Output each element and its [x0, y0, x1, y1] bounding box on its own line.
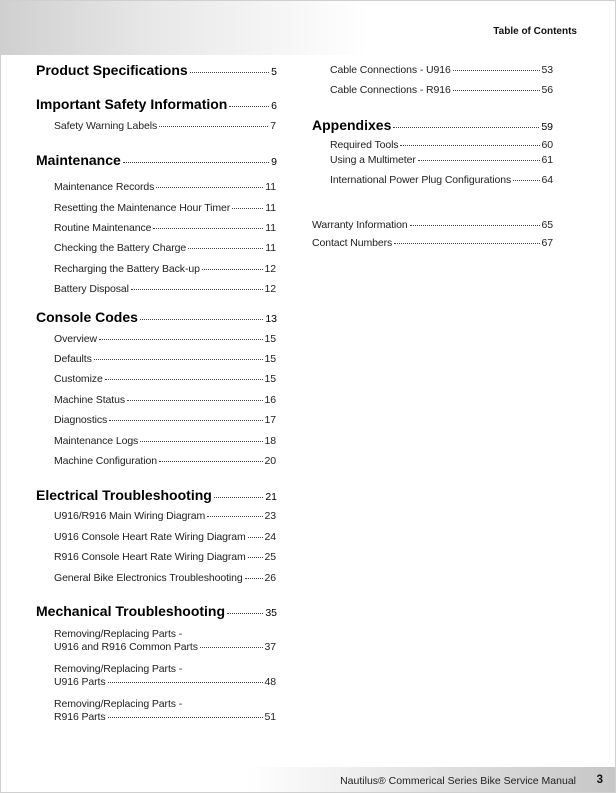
toc-label: Defaults	[54, 353, 92, 365]
toc-label: Customize	[54, 373, 103, 385]
toc-page-number: 13	[265, 313, 277, 325]
toc-label: Cable Connections - U916	[330, 64, 451, 76]
toc-page-number: 65	[541, 219, 553, 231]
toc-page-number: 16	[264, 394, 276, 406]
toc-label: Overview	[54, 333, 97, 345]
toc-label: U916/R916 Main Wiring Diagram	[54, 510, 206, 522]
toc-page-number: 26	[264, 572, 276, 584]
toc-page-number: 48	[264, 676, 276, 688]
toc-label: Product Specifications	[36, 62, 188, 78]
toc-label-line2: U916 and R916 Common Parts	[54, 641, 198, 653]
toc-label: Checking the Battery Charge	[54, 242, 187, 254]
toc-label: Routine Maintenance	[54, 222, 152, 234]
toc-page-number: 11	[265, 222, 276, 234]
toc-page-number: 53	[541, 64, 553, 76]
toc-page-number: 17	[264, 414, 276, 426]
toc-label-line2: U916 Parts	[54, 676, 106, 688]
toc-page-number: 35	[265, 607, 277, 619]
toc-label: Recharging the Battery Back-up	[54, 263, 200, 275]
toc-label-line1: Removing/Replacing Parts -	[54, 628, 183, 640]
toc-label: Using a Multimeter	[330, 154, 416, 166]
toc-page-number: 12	[264, 283, 276, 295]
toc-label: U916 Console Heart Rate Wiring Diagram	[54, 531, 246, 543]
toc-label: Mechanical Troubleshooting	[36, 603, 226, 619]
toc-label: Electrical Troubleshooting	[36, 487, 212, 503]
toc-page-number: 64	[541, 174, 553, 186]
toc-label-line1: Removing/Replacing Parts -	[54, 698, 183, 710]
footer-page-number: 3	[596, 774, 603, 786]
toc-page-number: 21	[265, 491, 277, 503]
toc-page-number: 60	[541, 139, 553, 151]
toc-label: Battery Disposal	[54, 283, 129, 295]
toc-page-number: 7	[270, 120, 276, 132]
toc-label: Maintenance Records	[54, 181, 155, 193]
toc-label: Required Tools	[330, 139, 399, 151]
toc-page-number: 37	[264, 641, 276, 653]
toc-page-number: 11	[265, 202, 276, 214]
toc-page-number: 15	[264, 333, 276, 345]
toc-label: Diagnostics	[54, 414, 108, 426]
toc-label: Contact Numbers	[312, 237, 393, 249]
toc-page-number: 24	[264, 531, 276, 543]
toc-label: R916 Console Heart Rate Wiring Diagram	[54, 551, 246, 563]
toc-page-number: 61	[541, 154, 553, 166]
toc-label: General Bike Electronics Troubleshooting	[54, 572, 243, 584]
toc-label: Resetting the Maintenance Hour Timer	[54, 202, 231, 214]
toc-label: Safety Warning Labels	[54, 120, 158, 132]
toc-label: Console Codes	[36, 309, 138, 325]
toc-page-number: 59	[541, 121, 553, 133]
toc-page-number: 67	[541, 237, 553, 249]
toc-page-number: 18	[264, 435, 276, 447]
page-header-title: Table of Contents	[493, 26, 577, 37]
toc-label: Warranty Information	[312, 219, 408, 231]
toc-label: Important Safety Information	[36, 96, 228, 112]
toc-page-number: 23	[264, 510, 276, 522]
toc-label: Machine Configuration	[54, 455, 157, 467]
toc-label: Appendixes	[312, 117, 392, 133]
toc-label: Maintenance	[36, 152, 121, 168]
toc-page-number: 5	[271, 66, 277, 78]
toc-page-number: 20	[264, 455, 276, 467]
toc-page-number: 9	[271, 156, 277, 168]
toc-page-number: 11	[265, 181, 276, 193]
toc-label: Maintenance Logs	[54, 435, 139, 447]
toc-label: Cable Connections - R916	[330, 84, 451, 96]
toc-page-number: 11	[265, 242, 276, 254]
toc-page-number: 15	[264, 373, 276, 385]
toc-page-number: 51	[264, 711, 276, 723]
toc-label: International Power Plug Configurations	[330, 174, 512, 186]
footer-manual-title: Nautilus® Commerical Series Bike Service Manual	[340, 775, 576, 787]
toc-label-line2: R916 Parts	[54, 711, 106, 723]
toc-page-number: 15	[264, 353, 276, 365]
toc-page-number: 56	[541, 84, 553, 96]
toc-label: Machine Status	[54, 394, 125, 406]
toc-page-number: 12	[264, 263, 276, 275]
toc-page-number: 6	[271, 100, 277, 112]
toc-page-number: 25	[264, 551, 276, 563]
toc-label-line1: Removing/Replacing Parts -	[54, 663, 183, 675]
